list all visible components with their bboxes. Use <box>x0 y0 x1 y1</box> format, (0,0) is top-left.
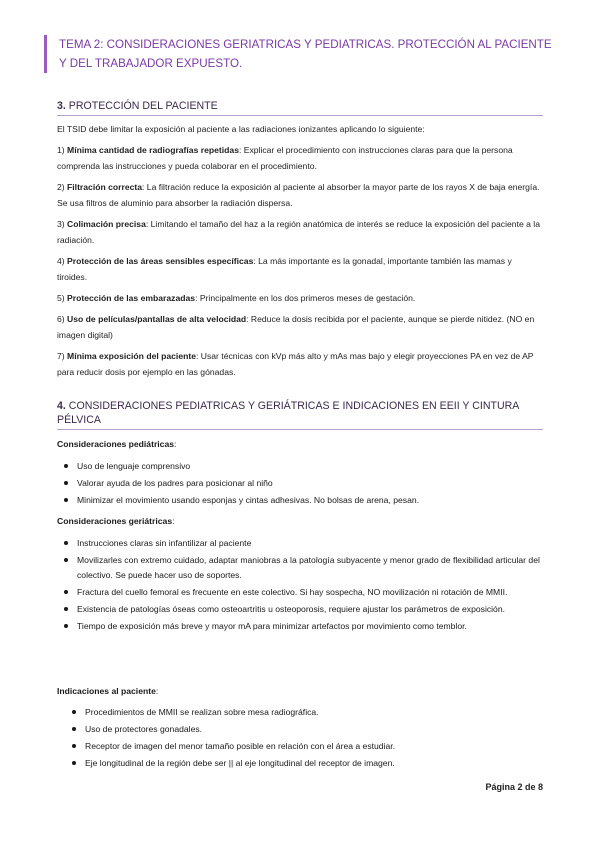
item-text: : Limitando el tamaño del haz a la región anatómica de interés se reduce la exposición del paciente a la radiación. <box>57 219 540 245</box>
item-text: : La más importante es la gonadal, importante también las mamas y tiroides. <box>57 256 512 282</box>
item-number: 5) <box>57 293 65 303</box>
item-number: 7) <box>57 351 65 361</box>
page-number: Página 2 de 8 <box>485 782 543 792</box>
geriatric-heading: Consideraciones geriátricas: <box>57 516 175 526</box>
item-number: 1) <box>57 145 65 155</box>
protection-item <box>57 180 543 211</box>
pediatric-heading: Consideraciones pediátricas: <box>57 439 177 449</box>
section-3-number: 3. <box>57 100 66 112</box>
list-item: Movilizarles con extremo cuidado, adaptar maniobras a la patología subyacente y menor grado de flexibilidad articular del colectivo. Se puede hacer uso de soportes. <box>62 553 542 582</box>
item-text: : Reduce la dosis recibida por el paciente, aunque se pierde nitidez. (NO en imagen digital) <box>57 314 535 340</box>
section-3-intro: El TSID debe limitar la exposición al paciente a las radiaciones ionizantes aplicando lo siguiente: <box>57 124 425 134</box>
list-item: Minimizar el movimiento usando esponjas y cintas adhesivas. No bolsas de arena, pesan. <box>62 493 542 508</box>
protection-item <box>57 312 543 343</box>
item-term: Uso de películas/pantallas de alta velocidad <box>67 314 247 324</box>
protection-item <box>57 217 543 248</box>
pediatric-label: Consideraciones pediátricas <box>57 439 175 449</box>
list-item: Eje longitudinal de la región debe ser || al eje longitudinal del receptor de imagen. <box>70 756 542 771</box>
item-text: : Usar técnicas con kVp más alto y mAs mas bajo y elegir proyecciones PA en vez de AP para reducir dosis por ejemplo en las gónadas. <box>57 351 534 377</box>
list-item: Fractura del cuello femoral es frecuente en este colectivo. Si hay sospecha, NO movilización ni rotación de MMII. <box>62 585 542 600</box>
section-3-heading <box>57 99 543 116</box>
geriatric-label: Consideraciones geriátricas <box>57 516 173 526</box>
section-4-title: CONSIDERACIONES PEDIATRICAS Y GERIÁTRICAS E INDICACIONES EN EEII Y CINTURA PÉLVICA <box>57 400 519 426</box>
list-item: Valorar ayuda de los padres para posicionar al niño <box>62 476 542 491</box>
page-title: TEMA 2: CONSIDERACIONES GERIATRICAS Y PEDIATRICAS. PROTECCIÓN AL PACIENTE Y DEL TRABAJADOR EXPUESTO. <box>59 38 552 70</box>
section-4-number: 4. <box>57 400 66 412</box>
section-3-title: PROTECCIÓN DEL PACIENTE <box>68 100 218 112</box>
protection-item <box>57 143 543 174</box>
section-4-heading <box>57 399 543 430</box>
list-item: Receptor de imagen del menor tamaño posible en relación con el área a estudiar. <box>70 739 542 754</box>
list-item: Uso de protectores gonadales. <box>70 722 542 737</box>
title-block <box>44 35 559 73</box>
item-number: 3) <box>57 219 65 229</box>
item-number: 2) <box>57 182 65 192</box>
item-term: Mínima cantidad de radiografías repetidas <box>67 145 239 155</box>
protection-item <box>57 349 543 380</box>
pediatric-list <box>62 459 542 510</box>
item-term: Protección de las embarazadas <box>67 293 196 303</box>
item-term: Mínima exposición del paciente <box>67 351 196 361</box>
patient-list <box>70 705 542 773</box>
item-text: : Explicar el procedimiento con instrucciones claras para que la persona comprenda las instrucciones y pueda colaborar en el procedimiento. <box>57 145 513 171</box>
list-item: Existencia de patologías óseas como osteoartritis u osteoporosis, requiere ajustar los parámetros de exposición. <box>62 602 542 617</box>
patient-label: Indicaciones al paciente <box>57 686 156 696</box>
item-term: Colimación precisa <box>67 219 146 229</box>
item-term: Filtración correcta <box>67 182 143 192</box>
list-item: Instrucciones claras sin infantilizar al paciente <box>62 536 542 551</box>
item-text: : La filtración reduce la exposición al paciente al absorber la mayor parte de los rayos X de baja energía. Se usa filtros de aluminio para absorber la radiación dispersa. <box>57 182 540 208</box>
list-item: Procedimientos de MMII se realizan sobre mesa radiográfica. <box>70 705 542 720</box>
list-item: Uso de lenguaje comprensivo <box>62 459 542 474</box>
protection-item <box>57 291 543 307</box>
item-number: 4) <box>57 256 65 266</box>
item-number: 6) <box>57 314 65 324</box>
geriatric-list <box>62 536 542 636</box>
patient-heading: Indicaciones al paciente: <box>57 686 159 696</box>
protection-item <box>57 254 543 285</box>
item-term: Protección de las áreas sensibles específicas <box>67 256 254 266</box>
list-item: Tiempo de exposición más breve y mayor mA para minimizar artefactos por movimiento como temblor. <box>62 619 542 634</box>
item-text: : Principalmente en los dos primeros meses de gestación. <box>195 293 416 303</box>
